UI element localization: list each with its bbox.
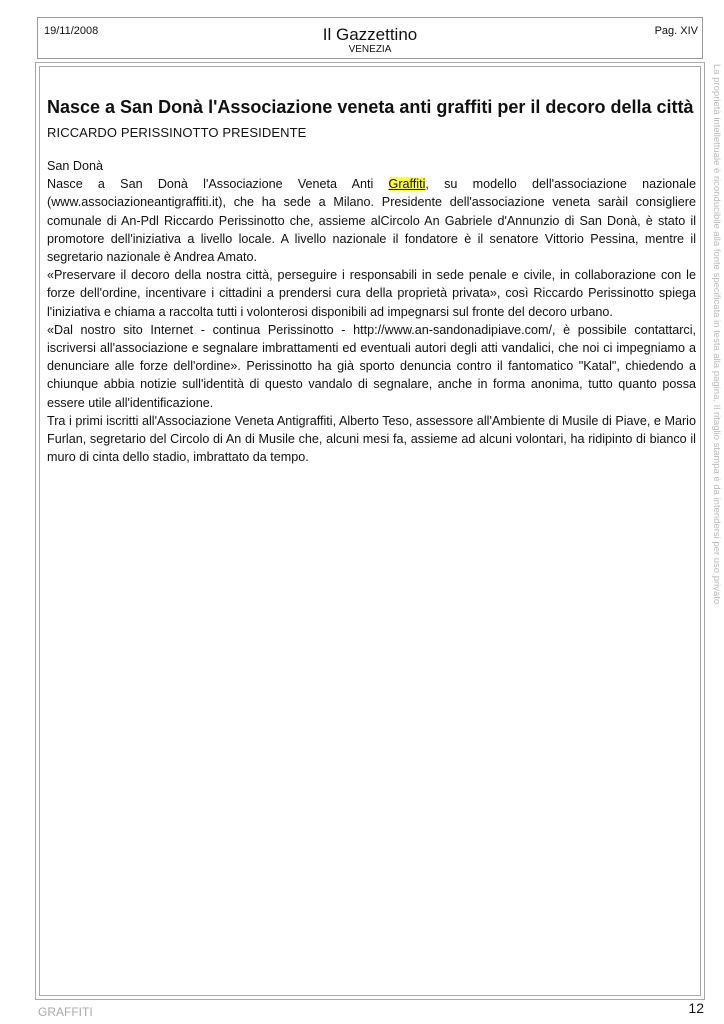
- article-subtitle: RICCARDO PERISSINOTTO PRESIDENTE: [47, 125, 307, 140]
- copyright-side-note: La proprietà intellettuale è riconducibile alla fonte specificata in testa alla pagina. Il ritaglio stampa è da intendersi per uso privato: [711, 64, 722, 605]
- article-paragraph: Tra i primi iscritti all'Associazione Veneta Antigraffiti, Alberto Teso, assessore all'Ambiente di Musile di Piave, e Mario Furlan, segretario del Circolo di An di Musile che, alcuni mesi fa, assieme ad alcuni volontari, ha ridipinto di bianco il muro di cinta dello stadio, imbrattato da tempo.: [47, 413, 696, 465]
- article-title: Nasce a San Donà l'Associazione veneta anti graffiti per il decoro della città: [47, 97, 694, 117]
- page-header: [37, 17, 703, 59]
- article-paragraph: «Preservare il decoro della nostra città, perseguire i responsabili in sede penale e civile, in collaborazione con le forze dell'ordine, incentivare i cittadini a prendersi cura della proprietà privata», così Riccardo Perissinotto spiega l'iniziativa e chiama a raccolta tutti i volonterosi disponibili ad impegnarsi sul fronte del decoro urbano.: [47, 268, 696, 319]
- footer-keyword: GRAFFITI: [38, 1005, 93, 1019]
- article-body: [47, 157, 696, 466]
- publication-date: 19/11/2008: [44, 25, 99, 37]
- article-paragraph: «Dal nostro sito Internet - continua Perissinotto - http://www.an-sandonadipiave.com/, è possibile contattarci, iscriversi all'associazione e segnalare imbrattamenti ed eventuali autori degli atti vandalici, che noi ci impegniamo a denunciare alle forze dell'ordine». Perissinotto ha già sporto denuncia contro il fantomatico "Katal", chiedendo a chiunque abbia notizie sull'identità di questo vandalo di segnalare, anche in forma anonima, tutto quanto possa essere utile all'identificazione.: [47, 322, 696, 410]
- highlighted-keyword: Graffiti: [388, 177, 426, 192]
- article-paragraph: [47, 175, 696, 266]
- article-dateline: San Donà: [47, 159, 104, 173]
- paragraph-text-end: , su modello dell'associazione nazionale (www.associazioneantigraffiti.it), che ha sede a Milano. Presidente dell'associazione veneta saràil consigliere comunale di An-Pdl Riccardo Perissinotto che, assieme alCircolo An Gabriele d'Annunzio di San Donà, è stato il promotore dell'iniziativa a livello locale. A livello nazionale il fondatore è il senatore Vittorio Pessina, mentre il segretario nazionale è Andrea Amato.: [47, 177, 696, 265]
- page-reference: Pag. XIV: [654, 25, 698, 37]
- newspaper-name: Il Gazzettino: [322, 25, 418, 44]
- edition-name: VENEZIA: [348, 44, 392, 55]
- footer-page-number: 12: [688, 1000, 704, 1016]
- paragraph-text-start: Nasce a San Donà l'Associazione Veneta Anti: [47, 177, 389, 192]
- article: [47, 96, 696, 466]
